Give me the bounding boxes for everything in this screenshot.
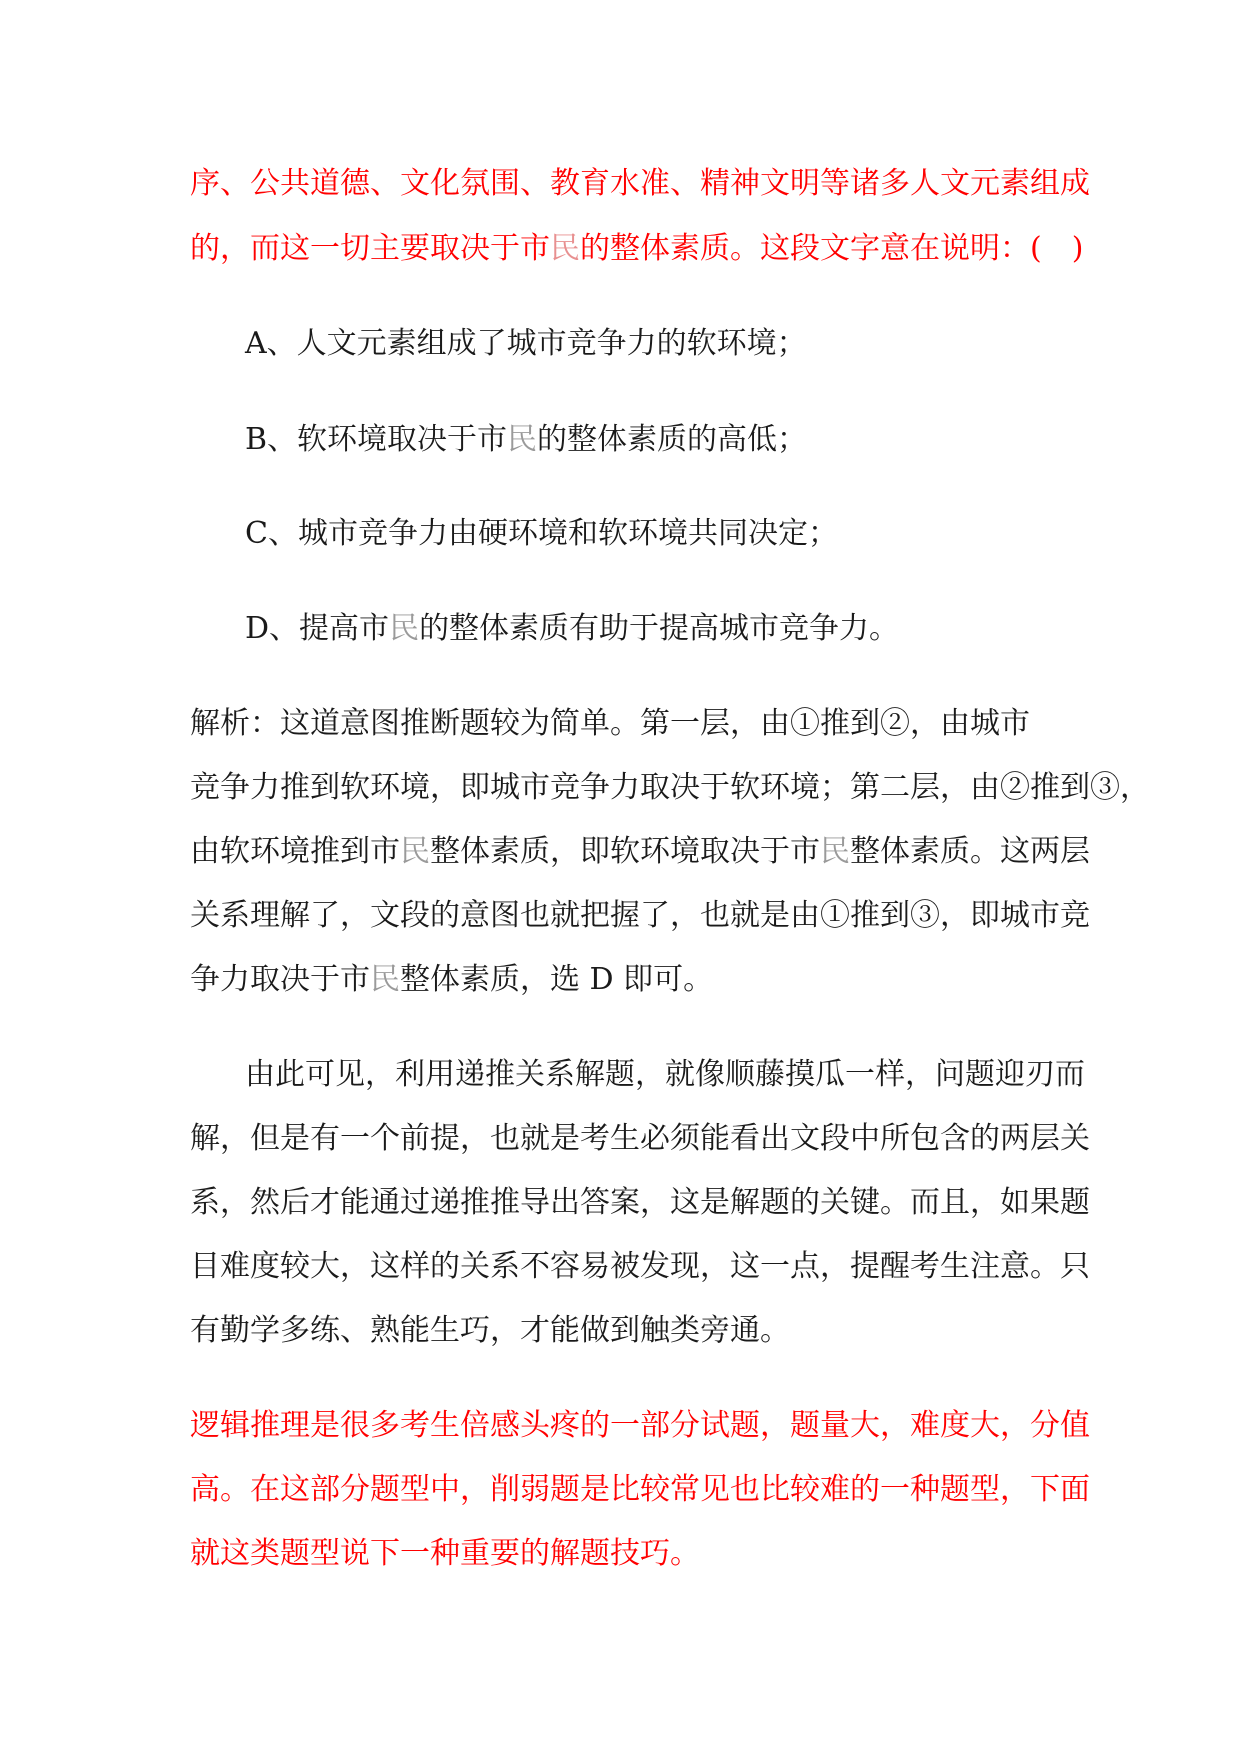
analysis-text-3a: 由软环境推到市 xyxy=(190,834,400,869)
option-b-part-1: B、软环境取决于市 xyxy=(245,422,508,457)
question-line-2-part-a: 的，而这一切主要取决于市 xyxy=(190,231,550,266)
conclusion-line-2 xyxy=(190,1119,1090,1159)
option-b xyxy=(245,420,1125,460)
intro-text-1: 逻辑推理是很多考生倍感头疼的一部分试题，题量大，难度大，分值 xyxy=(190,1408,1090,1443)
intro-line-2 xyxy=(190,1470,1090,1510)
analysis-line-2 xyxy=(190,768,1150,808)
intro-line-3 xyxy=(190,1534,1070,1574)
question-text-line-2 xyxy=(190,229,1084,269)
analysis-text-5c: 整体素质，选 D 即可。 xyxy=(400,962,714,997)
faded-char: 民 xyxy=(550,231,580,266)
faded-char: 民 xyxy=(370,962,400,997)
conclusion-text-3: 系，然后才能通过递推推导出答案，这是解题的关键。而且，如果题 xyxy=(190,1185,1090,1220)
option-b-part-3: 的整体素质的高低； xyxy=(537,422,808,457)
analysis-text-3e: 整体素质。这两层 xyxy=(850,834,1090,869)
faded-char: 民 xyxy=(507,422,538,457)
analysis-text-3c: 整体素质，即软环境取决于市 xyxy=(430,834,820,869)
faded-char: 民 xyxy=(820,834,850,869)
option-d xyxy=(245,609,1125,649)
question-line-2-part-c: 的整体素质。这段文字意在说明：( ) xyxy=(580,231,1084,266)
option-c-text: C、城市竞争力由硬环境和软环境共同决定； xyxy=(245,516,838,551)
conclusion-line-4 xyxy=(190,1247,1090,1287)
analysis-line-3 xyxy=(190,832,1090,872)
conclusion-text-2: 解，但是有一个前提，也就是考生必须能看出文段中所包含的两层关 xyxy=(190,1121,1090,1156)
analysis-line-1 xyxy=(190,704,1070,744)
option-c xyxy=(245,514,1125,554)
conclusion-line-1 xyxy=(190,1055,1085,1095)
analysis-text-4: 关系理解了，文段的意图也就把握了，也就是由①推到③，即城市竞 xyxy=(190,898,1090,933)
option-a-text: A、人文元素组成了城市竞争力的软环境； xyxy=(245,326,807,361)
analysis-text-5a: 争力取决于市 xyxy=(190,962,370,997)
analysis-line-5 xyxy=(190,960,1070,1000)
conclusion-line-5 xyxy=(190,1311,1070,1351)
analysis-line-4 xyxy=(190,896,1090,936)
conclusion-text-4: 目难度较大，这样的关系不容易被发现，这一点，提醒考生注意。只 xyxy=(190,1249,1090,1284)
faded-char: 民 xyxy=(389,611,420,646)
conclusion-text-5: 有勤学多练、熟能生巧，才能做到触类旁通。 xyxy=(190,1313,790,1348)
conclusion-line-3 xyxy=(190,1183,1090,1223)
option-d-part-3: 的整体素质有助于提高城市竞争力。 xyxy=(419,611,900,646)
intro-text-3: 就这类题型说下一种重要的解题技巧。 xyxy=(190,1536,700,1571)
intro-line-1 xyxy=(190,1406,1090,1446)
intro-text-2: 高。在这部分题型中，削弱题是比较常见也比较难的一种题型，下面 xyxy=(190,1472,1090,1507)
analysis-text-2: 竞争力推到软环境，即城市竞争力取决于软环境；第二层，由②推到③， xyxy=(190,770,1150,805)
analysis-text-1: 解析：这道意图推断题较为简单。第一层，由①推到②，由城市 xyxy=(190,706,1030,741)
conclusion-text-1: 由此可见，利用递推关系解题，就像顺藤摸瓜一样，问题迎刃而 xyxy=(245,1057,1085,1092)
question-text-line-1 xyxy=(190,164,1090,204)
faded-char: 民 xyxy=(400,834,430,869)
option-a xyxy=(245,324,1125,364)
option-d-part-1: D、提高市 xyxy=(245,611,390,646)
question-line-1: 序、公共道德、文化氛围、教育水准、精神文明等诸多人文元素组成 xyxy=(190,166,1090,201)
